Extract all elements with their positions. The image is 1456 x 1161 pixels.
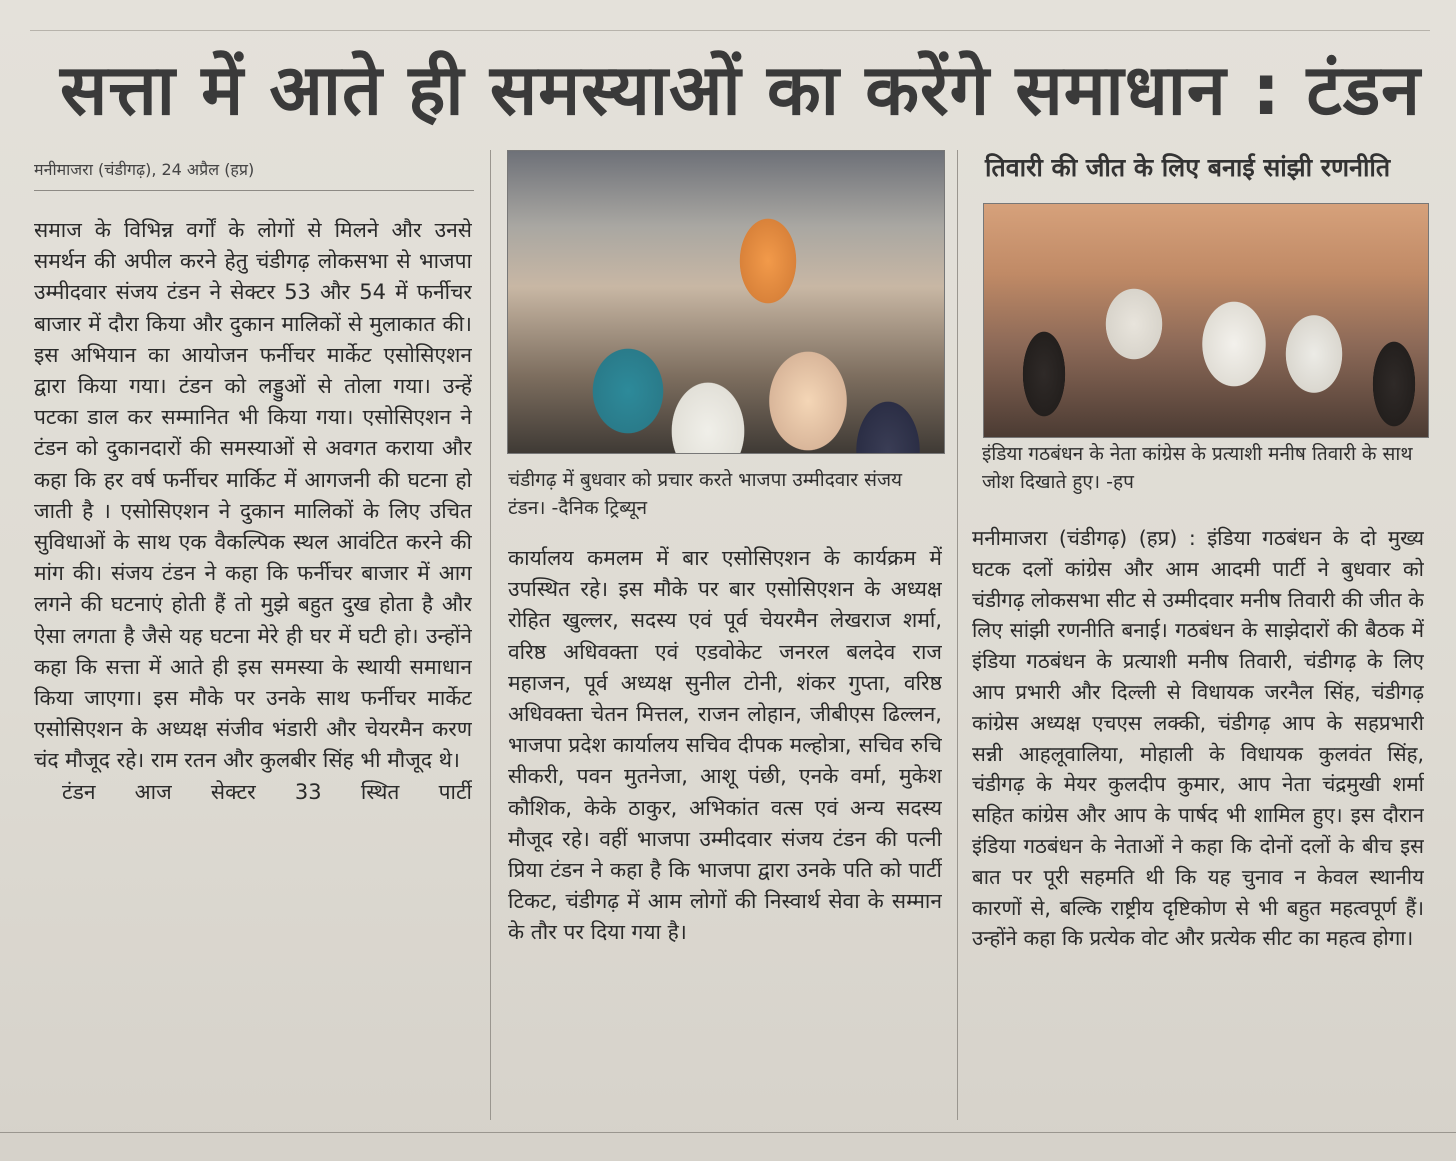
article-column-3: मनीमाजरा (चंडीगढ़) (हप्र) : इंडिया गठबंधन के दो मुख्य घटक दलों कांग्रेस और आम आदमी पार्टी ने बुधवार को चंडीगढ़ लोकसभा सीट से उम्मीदवार मनीष तिवारी की जीत के लिए सांझी रणनीति बनाई। गठबंधन के साझेदारों की बैठक में इंडिया गठबंधन के प्रत्याशी मनीष तिवारी, चंडीगढ़ के लिए आप प्रभारी और दिल्ली से विधायक जरनैल सिंह, चंडीगढ़ कांग्रेस अध्यक्ष एचएस लक्की, चंडीगढ़ आप के सहप्रभारी सन्नी आहलूवालिया, मोहाली के विधायक कुलवंत सिंह, चंडीगढ़ के मेयर कुलदीप कुमार, आप नेता चंद्रमुखी शर्मा सहित कांग्रेस और आप के पार्षद भी शामिल हुए। इस दौरान इंडिया गठबंधन के नेताओं ने कहा कि दोनों दलों के बीच इस बात पर पूरी सहमति थी कि यह चुनाव न केवल स्थानीय कारणों से, बल्कि राष्ट्रीय दृष्टिकोण से भी बहुत महत्वपूर्ण हैं। उन्होंने कहा कि प्रत्येक वोट और प्रत्येक सीट का महत्व होगा।	[972, 526, 1424, 951]
bottom-rule	[0, 1132, 1456, 1133]
column-divider-2	[957, 150, 958, 1120]
photo-1-caption: चंडीगढ़ में बुधवार को प्रचार करते भाजपा उम्मीदवार संजय टंडन। -दैनिक ट्रिब्यून	[508, 469, 903, 519]
tandon-campaign-photo	[507, 150, 945, 454]
article-column-2: कार्यालय कमलम में बार एसोसिएशन के कार्यक्रम में उपस्थित रहे। इस मौके पर बार एसोसिएशन के अध्यक्ष रोहित खुल्लर, सदस्य एवं पूर्व चेयरमैन लेखराज शर्मा, वरिष्ठ अधिवक्ता एवं एडवोकेट जनरल बलदेव राज महाजन, पूर्व अध्यक्ष सुनील टोनी, शंकर गुप्ता, वरिष्ठ अधिवक्ता चेतन मित्तल, राजन लोहान, जीबीएस ढिल्लन, भाजपा प्रदेश कार्यालय सचिव दीपक मल्होत्रा, सचिव रुचि सीकरी, पवन मुतनेजा, आशू पंछी, एनके वर्मा, मुकेश कौशिक, केके ठाकुर, अभिकांत वत्स एवं अन्य सदस्य मौजूद रहे। वहीं भाजपा उम्मीदवार संजय टंडन की पत्नी प्रिया टंडन ने कहा है कि भाजपा द्वारा उनके पति को पार्टी टिकट, चंडीगढ़ में आम लोगों की निस्वार्थ सेवा के सम्मान के तौर पर दिया गया है।	[508, 546, 942, 945]
headline: सत्ता में आते ही समस्याओं का करेंगे समाधान : टंडन	[60, 49, 1422, 131]
column-divider-1	[490, 150, 491, 1120]
article-column-1	[34, 215, 472, 1120]
column-1-text: समाज के विभिन्न वर्गों के लोगों से मिलने और उनसे समर्थन की अपील करने हेतु चंडीगढ़ लोकसभा से भाजपा उम्मीदवार संजय टंडन ने सेक्टर 53 और 54 में फर्नीचर बाजार में दौरा किया और दुकान मालिकों से मुलाकात की। इस अभियान का आयोजन फर्नीचर मार्केट एसोसिएशन द्वारा किया गया। टंडन को लड्डुओं से तोला गया। उन्हें पटका डाल कर सम्मानित भी किया गया। एसोसिएशन ने टंडन को दुकानदारों की समस्याओं से अवगत कराया और कहा कि हर वर्ष फर्नीचर मार्किट में आगजनी की घटना हो जाती है । एसोसिएशन ने दुकान मालिकों के लिए उचित सुविधाओं के साथ एक वैकल्पिक स्थल आवंटित करने की मांग की। संजय टंडन ने कहा कि फर्नीचर बाजार में आग लगने की घटनाएं होती हैं तो मुझे बहुत दुख होता है और ऐसा लगता है जैसे यह घटना मेरे ही घर में घटी हो। उन्होंने कहा कि सत्ता में आते ही इस समस्या के स्थायी समाधान किया जाएगा। इस मौके पर उनके साथ फर्नीचर मार्केट एसोसिएशन के अध्यक्ष संजीव भंडारी और चेयरमैन करण चंद मौजूद रहे। राम रतन और कुलबीर सिंह भी मौजूद थे।	[34, 218, 472, 773]
tiwari-alliance-photo	[983, 203, 1429, 438]
sidebar-subhead: तिवारी की जीत के लिए बनाई सांझी रणनीति	[985, 153, 1391, 182]
photo-2-caption: इंडिया गठबंधन के नेता कांग्रेस के प्रत्याशी मनीष तिवारी के साथ जोश दिखाते हुए। -हप	[982, 443, 1413, 493]
dateline: मनीमाजरा (चंडीगढ़), 24 अप्रैल (हप्र)	[34, 158, 474, 191]
column-1-last-line: टंडन आज सेक्टर 33 स्थित पार्टी	[62, 779, 472, 804]
top-rule	[30, 30, 1430, 31]
